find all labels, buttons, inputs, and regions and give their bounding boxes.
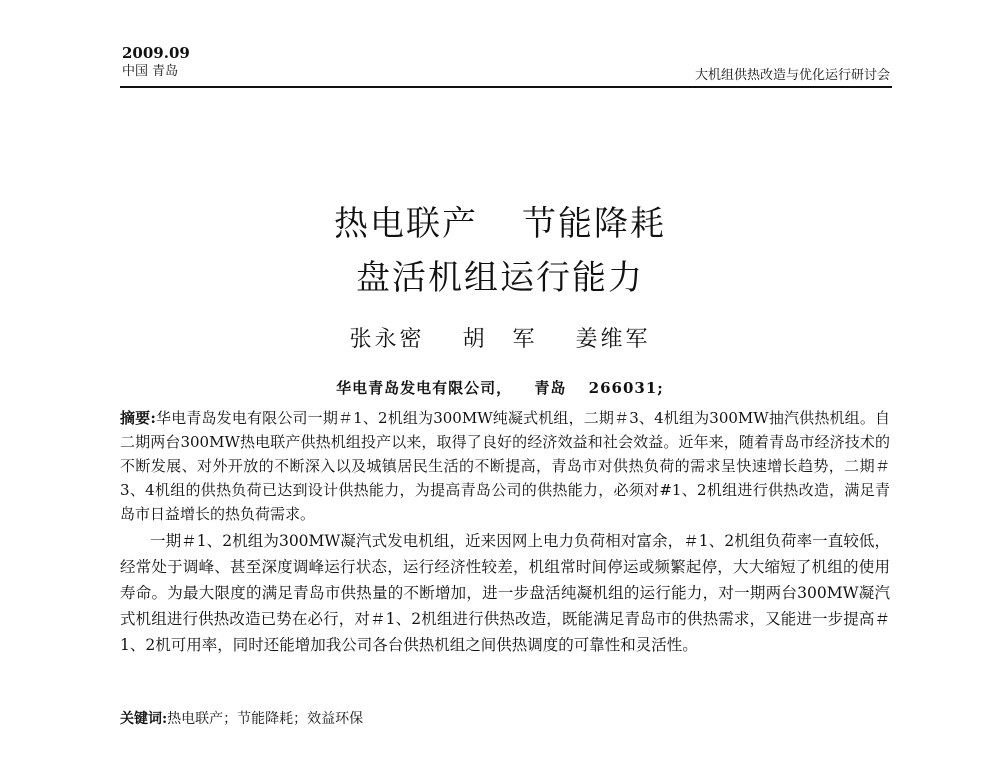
keywords-text: 热电联产；节能降耗；效益环保 [167,711,364,727]
header-date: 2009.09 [122,44,190,62]
affiliation [0,377,1000,398]
conference-name: 大机组供热改造与优化运行研讨会 [694,68,890,83]
header-divider [120,86,892,88]
abstract-label: 摘要: [120,409,156,427]
body-paragraph: 一期＃1、2机组为300MW凝汽式发电机组，近来因网上电力负荷相对富余，＃1、2机组负荷率一直较低，经常处于调峰、甚至深度调峰运行状态，运行经济性较差，机组常时间停运或频繁起停，大大缩短了机组的使用寿命。为最大限度的满足青岛市供热量的不断增加，进一步盘活纯凝机组的运行能力，对一期两台300MW凝汽式机组进行供热改造已势在必行，对＃1、2机组进行供热改造，既能满足青岛市的供热需求，又能进一步提高＃1、2机可用率，同时还能增加我公司各台供热机组之间供热调度的可靠性和灵活性。 [120,532,890,654]
author-1: 张永密 [349,327,425,352]
title-part-2: 节能降耗 [522,204,666,244]
authors [0,322,1000,353]
affiliation-city: 青岛 [534,379,567,397]
author-3: 姜维军 [575,327,651,352]
keywords [120,708,363,728]
affiliation-postcode: 266031; [588,379,664,397]
title-line-2: 盘活机组运行能力 [356,258,644,298]
affiliation-org: 华电青岛发电有限公司， [336,379,513,397]
abstract-text: 华电青岛发电有限公司一期＃1、2机组为300MW纯凝式机组，二期＃3、4机组为300MW抽汽供热机组。自二期两台300MW热电联产供热机组投产以来，取得了良好的经济效益和社会效益。近年来，随着青岛市经济技术的不断发展、对外开放的不断深入以及城镇居民生活的不断提高，青岛市对供热负荷的需求呈快速增长趋势，二期＃3、4机组的供热负荷已达到设计供热能力，为提高青岛公司的供热能力，必须对#1、2机组进行供热改造，满足青岛市日益增长的热负荷需求。 [120,409,890,523]
header-left [122,44,190,80]
author-2: 胡 军 [462,327,538,352]
title-line-1 [0,196,1000,245]
header-place: 中国 青岛 [122,64,179,79]
keywords-label: 关键词: [120,711,168,727]
title-part-1: 热电联产 [334,204,478,244]
abstract [120,406,890,526]
